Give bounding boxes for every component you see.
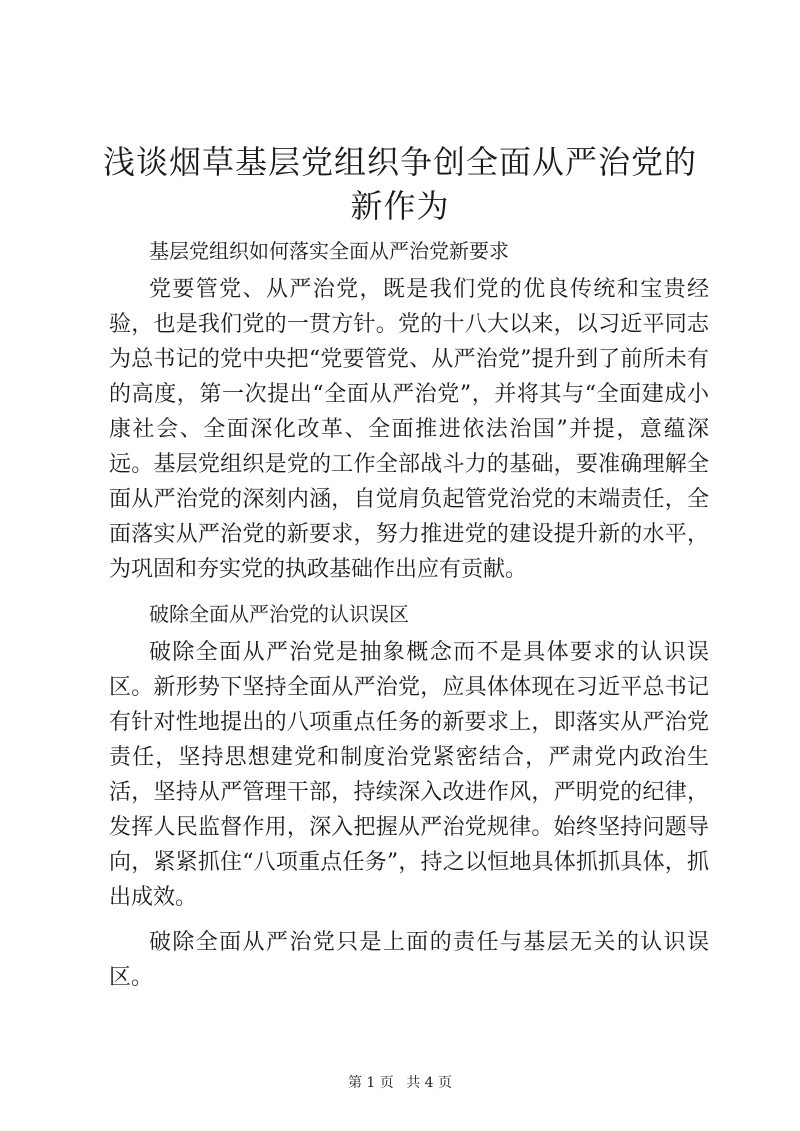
page-footer — [0, 1072, 800, 1092]
section-paragraph-1: 党要管党、从严治党，既是我们党的优良传统和宝贵经验，也是我们党的一贯方针。党的十八大以来，以习近平同志为总书记的党中央把“党要管党、从严治党”提升到了前所未有的高度，第一次提出“全面从严治党”，并将其与“全面建成小康社会、全面深化改革、全面推进依法治国”并提，意蕴深远。基层党组织是党的工作全部战斗力的基础，要准确理解全面从严治党的深刻内涵，自觉肩负起管党治党的末端责任，全面落实从严治党的新要求，努力推进党的建设提升新的水平，为巩固和夯实党的执政基础作出应有贡献。 — [109, 277, 709, 582]
document-title: 浅谈烟草基层党组织争创全面从严治党的新作为 — [102, 143, 697, 225]
page-total: 共 4 页 — [406, 1075, 453, 1091]
page-number: 第 1 页 — [347, 1075, 394, 1091]
section-heading-2: 破除全面从严治党的认识误区 — [149, 602, 409, 626]
section-paragraph-2: 破除全面从严治党是抽象概念而不是具体要求的认识误区。新形势下坚持全面从严治党，应具体体现在习近平总书记有针对性地提出的八项重点任务的新要求上，即落实从严治党责任，坚持思想建党和制度治党紧密结合，严肃党内政治生活，坚持从严管理干部，持续深入改进作风，严明党的纪律，发挥人民监督作用，深入把握从严治党规律。始终坚持问题导向，紧紧抓住“八项重点任务”，持之以恒地具体抓抓具体，抓出成效。 — [109, 640, 709, 910]
section-heading-1: 基层党组织如何落实全面从严治党新要求 — [149, 239, 509, 263]
document-body — [109, 230, 709, 1005]
trailing-paragraph: 破除全面从严治党只是上面的责任与基层无关的认识误区。 — [109, 930, 709, 990]
